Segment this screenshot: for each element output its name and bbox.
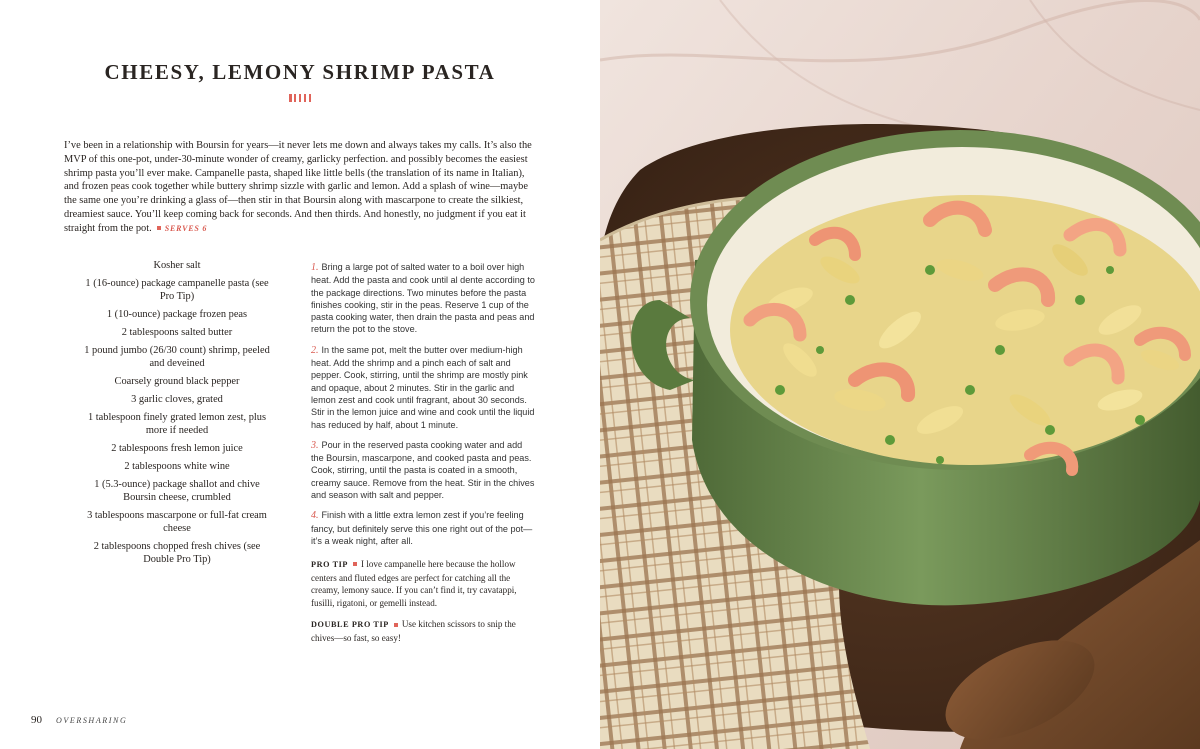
step-number: 3. — [311, 439, 319, 451]
step-text: Pour in the reserved pasta cooking water and add the Boursin, mascarpone, and cooked pasta and peas. Cook, stirring, until the pasta is coated in a smooth, creamy sauce. Remove from the heat. Stir in the chives and season with salt and pepper. — [311, 439, 535, 501]
ingredient-item: 1 (5.3-ounce) package shallot and chive Boursin cheese, crumbled — [94, 479, 260, 503]
ornament-bar — [309, 94, 312, 102]
ingredient-item: 1 tablespoon finely grated lemon zest, plus more if needed — [87, 412, 267, 436]
ornament-bar — [299, 94, 302, 102]
tip-label: PRO TIP — [311, 560, 349, 569]
ingredient-list — [84, 259, 270, 571]
ingredient-item: 1 (16-ounce) package campanelle pasta (see Pro Tip) — [85, 278, 269, 302]
intro-text: I’ve been in a relationship with Boursin for years—it never lets me down and always takes my calls. It’s also the MVP of this one-pot, under-30-minute wonder of creamy, garlicky perfection. and possibly becomes the easiest shrimp pasta you’ll ever make. Campanelle pasta, shaped like little bells (the translation of its name in Italian), and frozen peas cook together while buttery shrimp sizzle with garlic and lemon. Add a splash of wine—maybe the same one you’re drinking a glass of—then stir in that Boursin along with mascarpone to create the silkiest, dreamiest sauce. You’ll keep coming back for seconds. And then thirds. And honestly, no judgment if you eat it straight from the pot. — [64, 140, 532, 234]
book-title: OVERSHARING — [56, 716, 128, 725]
pro-tip — [311, 558, 537, 609]
square-bullet-icon — [157, 226, 161, 230]
ornament-bar — [304, 94, 307, 102]
ingredient-item: 2 tablespoons chopped fresh chives (see Double Pro Tip) — [93, 541, 261, 565]
title-ornament — [289, 94, 311, 102]
ornament-bar — [289, 94, 292, 102]
pasta-photo — [600, 0, 1200, 749]
page-footer — [31, 710, 127, 728]
tip-label: DOUBLE PRO TIP — [311, 620, 389, 630]
method-steps — [311, 261, 537, 555]
step-text: Bring a large pot of salted water to a boil over high heat. Add the pasta and cook until al dente according to the package directions. Two minutes before the pasta finishes cooking, stir in the peas. Reserve 1 cup of the pasta cooking water, then drain the pasta and peas and return the pot to the stove. — [311, 262, 535, 335]
serves-label: SERVES 6 — [164, 223, 208, 233]
method-step — [311, 261, 537, 336]
method-step — [311, 439, 537, 501]
step-number: 4. — [311, 510, 319, 522]
ingredient-item: Kosher salt — [153, 260, 201, 271]
pasta-pot-illustration — [600, 0, 1200, 749]
ingredient-item: 3 tablespoons mascarpone or full-fat cream cheese — [87, 510, 267, 534]
recipe-intro — [64, 139, 540, 236]
ingredient-item: Coarsely ground black pepper — [114, 376, 240, 387]
ornament-bar — [294, 94, 297, 102]
ingredient-item: 1 (10-ounce) package frozen peas — [106, 309, 248, 320]
step-text: Finish with a little extra lemon zest if you’re feeling fancy, but definitely serve this one right out of the pot—it’s a weak night, after all. — [311, 510, 533, 546]
square-bullet-icon — [353, 562, 357, 566]
square-bullet-icon — [394, 623, 398, 627]
page-number: 90 — [31, 714, 42, 726]
step-number: 2. — [311, 344, 319, 356]
ingredient-item: 2 tablespoons salted butter — [121, 327, 233, 338]
method-step — [311, 509, 537, 547]
step-number: 1. — [311, 262, 319, 273]
step-text: In the same pot, melt the butter over medium-high heat. Add the shrimp and a pinch each of salt and pepper. Cook, stirring, until the shrimp are mostly pink and opaque, about 2 minutes. Stir in the garlic and lemon zest and cook until fragrant, about 30 seconds. Stir in the lemon juice and wine and cook until the liquid has reduced by half, about 1 minute. — [311, 344, 535, 430]
ingredient-item: 3 garlic cloves, grated — [131, 394, 223, 405]
double-pro-tip — [311, 618, 537, 644]
tip-text: Use kitchen scissors to snip the chives—so fast, so easy! — [311, 619, 516, 643]
ingredient-item: 2 tablespoons white wine — [124, 461, 230, 472]
tips-section — [311, 558, 537, 654]
recipe-title: CHEESY, LEMONY SHRIMP PASTA — [104, 60, 496, 84]
ingredient-item: 2 tablespoons fresh lemon juice — [111, 443, 243, 454]
ingredient-item: 1 pound jumbo (26/30 count) shrimp, peeled and deveined — [84, 345, 270, 369]
method-step — [311, 344, 537, 431]
tip-text: I love campanelle here because the hollow centers and fluted edges are perfect for catching all the creamy, lemony sauce. If you can’t find it, try cavatappi, fusilli, rigatoni, or gemelli instead. — [311, 559, 517, 608]
